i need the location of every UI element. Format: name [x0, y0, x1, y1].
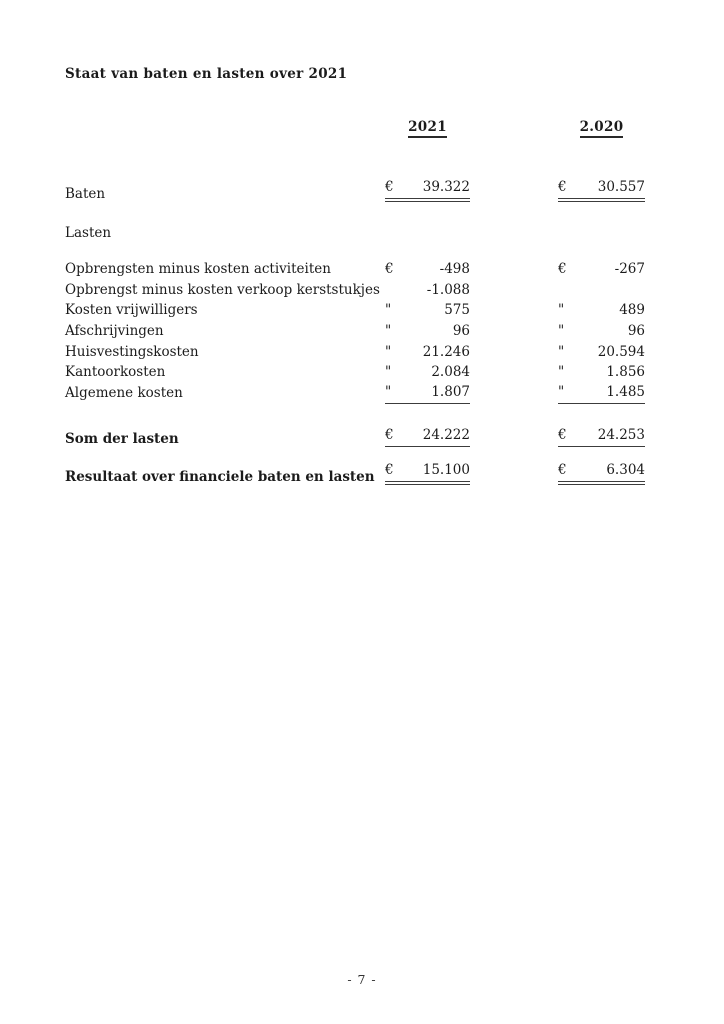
- section-heading-lasten: [65, 225, 385, 241]
- currency-symbol: €: [385, 427, 394, 443]
- row-value-2020: 489: [619, 302, 645, 319]
- row-value-2021: 96: [452, 323, 470, 340]
- currency-symbol: €: [558, 462, 567, 478]
- value-cell-2020: [558, 342, 645, 363]
- row-label: Kantoorkosten: [65, 364, 166, 381]
- row-value-2021: -1.088: [426, 281, 470, 298]
- row-value-2021: 39.322: [422, 179, 470, 195]
- row-value-2020: 24.253: [597, 427, 645, 443]
- value-cell-2021: [385, 382, 470, 404]
- ditto-mark: ": [558, 343, 565, 360]
- ditto-mark: ": [558, 302, 565, 319]
- expense-rows: [65, 259, 645, 404]
- value-cell-2020: [558, 179, 645, 202]
- table-row-baten: [65, 179, 645, 202]
- ditto-mark: ": [385, 323, 392, 340]
- row-value-2021: 21.246: [422, 343, 470, 360]
- value-cell-2021: [385, 280, 470, 301]
- row-value-2020: -267: [614, 260, 645, 277]
- row-value-2021: 15.100: [422, 462, 470, 478]
- row-label: Opbrengst minus kosten verkoop kerststukjes: [65, 281, 380, 298]
- table-row: [65, 259, 645, 280]
- currency-symbol: €: [558, 427, 567, 443]
- currency-symbol: €: [558, 260, 567, 277]
- row-label: Baten: [65, 186, 106, 202]
- row-label: Afschrijvingen: [65, 323, 164, 340]
- row-label: Opbrengsten minus kosten activiteiten: [65, 260, 331, 277]
- row-label: Kosten vrijwilligers: [65, 302, 198, 319]
- value-cell-2021: [385, 179, 470, 202]
- value-cell-2021: [385, 300, 470, 321]
- value-cell-2021: [385, 427, 470, 447]
- table-row: [65, 342, 645, 363]
- value-cell-2020: [558, 362, 645, 383]
- table-row: [65, 321, 645, 342]
- currency-symbol: €: [385, 179, 394, 195]
- table-row: [65, 383, 645, 404]
- page-title: Staat van baten en lasten over 2021: [65, 66, 348, 82]
- row-label: Som der lasten: [65, 431, 179, 447]
- row-label: Algemene kosten: [65, 385, 183, 402]
- row-value-2020: 1.485: [606, 384, 645, 401]
- col-header-2020: 2.020: [580, 119, 624, 138]
- row-value-2020: 20.594: [597, 343, 645, 360]
- row-value-2021: -498: [439, 260, 470, 277]
- row-value-2020: 6.304: [606, 462, 645, 478]
- row-value-2021: 1.807: [431, 384, 470, 401]
- table-row: [65, 280, 645, 301]
- page-number: - 7 -: [347, 972, 377, 987]
- row-value-2021: 575: [444, 302, 470, 319]
- col-header-2021: 2021: [408, 119, 447, 138]
- table-row: [65, 362, 645, 383]
- value-cell-2020: [558, 462, 645, 485]
- row-label: Resultaat over financiele baten en lasten: [65, 469, 375, 485]
- value-cell-2020: [558, 382, 645, 404]
- section-heading-label: Lasten: [65, 225, 112, 241]
- row-value-2020: 96: [627, 323, 645, 340]
- currency-symbol: €: [385, 462, 394, 478]
- row-value-2021: 2.084: [431, 364, 470, 381]
- row-value-2020: 1.856: [606, 364, 645, 381]
- value-cell-2020: [558, 427, 645, 447]
- ditto-mark: ": [558, 364, 565, 381]
- value-cell-2020: [558, 321, 645, 342]
- value-cell-2021: [385, 259, 470, 280]
- ditto-mark: ": [385, 364, 392, 381]
- table-row-som-der-lasten: [65, 427, 645, 447]
- table-row-resultaat: [65, 462, 645, 485]
- currency-symbol: €: [558, 179, 567, 195]
- ditto-mark: ": [385, 384, 392, 401]
- row-label: Huisvestingskosten: [65, 343, 199, 360]
- value-cell-2021: [385, 462, 470, 485]
- ditto-mark: ": [558, 384, 565, 401]
- column-2021-cell: [385, 119, 470, 138]
- column-2020-cell: [558, 119, 645, 138]
- row-value-2021: 24.222: [422, 427, 470, 443]
- value-cell-2020: [558, 300, 645, 321]
- value-cell-2020: [558, 259, 645, 280]
- value-cell-2021: [385, 362, 470, 383]
- value-cell-2021: [385, 342, 470, 363]
- ditto-mark: ": [385, 302, 392, 319]
- ditto-mark: ": [558, 323, 565, 340]
- value-cell-2021: [385, 321, 470, 342]
- table-row: [65, 300, 645, 321]
- ditto-mark: ": [385, 343, 392, 360]
- column-header-row: [65, 119, 645, 138]
- row-value-2020: 30.557: [597, 179, 645, 195]
- currency-symbol: €: [385, 260, 394, 277]
